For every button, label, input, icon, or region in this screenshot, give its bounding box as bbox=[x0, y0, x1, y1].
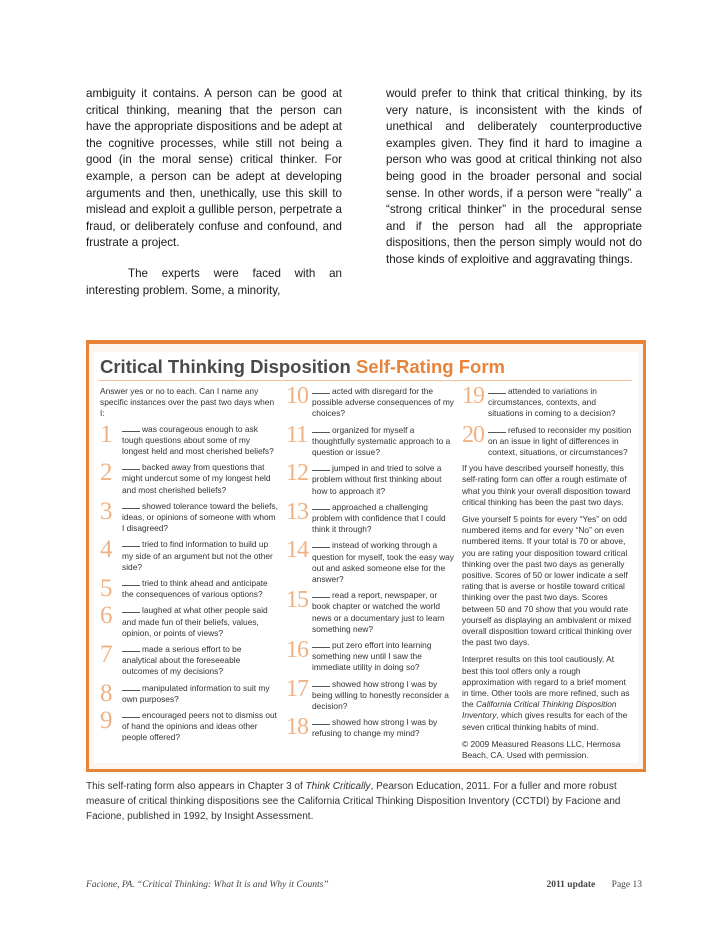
answer-blank[interactable] bbox=[122, 462, 140, 470]
body-right-column bbox=[386, 86, 642, 269]
item-text: put zero effort into learning something new until I saw the immediate utility in doing so? bbox=[312, 640, 432, 673]
item-text: organized for myself a thoughtfully systematic approach to a question or issue? bbox=[312, 424, 451, 458]
form-item bbox=[286, 498, 454, 536]
answer-blank[interactable] bbox=[312, 386, 330, 394]
item-text: tried to find information to build up my side of an argument but not the other side? bbox=[122, 539, 273, 572]
item-text: showed how strong I was by refusing to change my mind? bbox=[312, 717, 438, 739]
item-number: 6 bbox=[100, 602, 113, 630]
answer-blank[interactable] bbox=[122, 683, 140, 691]
form-column-3 bbox=[462, 383, 632, 767]
answer-blank[interactable] bbox=[488, 386, 506, 394]
item-number: 5 bbox=[100, 575, 113, 603]
item-text: approached a challenging problem with confidence that I could think it through? bbox=[312, 501, 446, 535]
book-title: Think Critically bbox=[305, 781, 371, 792]
item-text: laughed at what other people said and made fun of their beliefs, values, opinion, or points of views? bbox=[122, 605, 268, 638]
item-number: 17 bbox=[286, 675, 308, 702]
answer-blank[interactable] bbox=[122, 644, 140, 652]
answer-blank[interactable] bbox=[312, 463, 330, 471]
item-number: 20 bbox=[462, 421, 484, 448]
item-text: manipulated information to suit my own purposes? bbox=[122, 682, 270, 704]
page-number: Page 13 bbox=[611, 880, 642, 890]
form-column-2 bbox=[286, 383, 454, 745]
item-number: 18 bbox=[286, 714, 308, 741]
form-title bbox=[100, 356, 505, 378]
form-item bbox=[100, 459, 278, 496]
form-item bbox=[100, 497, 278, 535]
form-title-main: Critical Thinking Disposition bbox=[100, 356, 351, 377]
footer-update: 2011 update bbox=[546, 880, 596, 890]
form-item bbox=[100, 420, 278, 458]
interpretation-note: Interpret results on this tool cautiously. At best this tool offers only a rough approximation with regard to a brief moment in time. Other tools are more refined, such as the California Critical Thinking Disposition Inventory, which gives results for each of the seven critical thinking habits of mind. bbox=[462, 654, 630, 732]
answer-blank[interactable] bbox=[312, 590, 330, 598]
body-paragraph: ambiguity it contains. A person can be good at critical thinking, meaning that the person can have the appropriate dispositions and be adept at the cognitive processes, while still not being a good (in the moral sense) critical thinker. For example, a person can be adept at developing arguments and then, unethically, use this skill to mislead and exploit a gullible person, perpetrate a fraud, or deliberately confuse and confound, and frustrate a project. bbox=[86, 87, 342, 250]
form-item bbox=[100, 602, 278, 639]
copyright-note: © 2009 Measured Reasons LLC, Hermosa Beach, CA. Used with permission. bbox=[462, 738, 621, 761]
form-item bbox=[100, 536, 278, 573]
form-item bbox=[286, 460, 454, 497]
form-item-list bbox=[286, 383, 454, 741]
item-text: acted with disregard for the possible adverse consequences of my choices? bbox=[312, 386, 454, 419]
item-text: read a report, newspaper, or book chapter or watched the world news or a documentary just to learn something new? bbox=[312, 590, 445, 634]
form-item bbox=[462, 383, 632, 420]
item-number: 19 bbox=[462, 383, 484, 409]
answer-blank[interactable] bbox=[312, 540, 330, 548]
item-number: 15 bbox=[286, 587, 308, 614]
form-item bbox=[286, 714, 454, 741]
self-rating-form-figure bbox=[86, 340, 646, 772]
footer-citation: Facione, PA. “Critical Thinking: What It is and Why it Counts” bbox=[86, 880, 329, 890]
form-item bbox=[286, 383, 454, 420]
answer-blank[interactable] bbox=[122, 539, 140, 547]
item-text: instead of working through a question for myself, took the easy way out and asked someone else for the answer? bbox=[312, 540, 454, 585]
form-item bbox=[100, 641, 278, 678]
form-column-1 bbox=[100, 386, 278, 749]
item-text: made a serious effort to be analytical about the foreseeable outcomes of my decisions? bbox=[122, 644, 242, 677]
item-number: 10 bbox=[286, 383, 308, 409]
form-item bbox=[100, 679, 278, 707]
answer-blank[interactable] bbox=[122, 424, 140, 432]
form-item bbox=[286, 421, 454, 459]
item-text: was courageous enough to ask tough questions about some of my longest held and most cherished beliefs? bbox=[122, 423, 274, 457]
item-number: 9 bbox=[100, 707, 113, 735]
form-intro: Answer yes or no to each. Can I name any specific instances over the past two days when I: bbox=[100, 386, 275, 419]
form-item bbox=[100, 575, 278, 603]
answer-blank[interactable] bbox=[122, 501, 140, 509]
item-number: 2 bbox=[100, 459, 113, 487]
item-text: refused to reconsider my position on an issue in light of differences in context, situations, or circumstances? bbox=[488, 424, 632, 458]
body-paragraph: The experts were faced with an interesting problem. Some, a minority, bbox=[86, 266, 342, 297]
answer-blank[interactable] bbox=[312, 679, 330, 687]
answer-blank[interactable] bbox=[312, 502, 330, 510]
item-number: 4 bbox=[100, 536, 113, 564]
answer-blank[interactable] bbox=[122, 710, 140, 718]
item-text: backed away from questions that might undercut some of my longest held and most cherished beliefs? bbox=[122, 462, 271, 495]
form-panel bbox=[94, 352, 638, 763]
item-number: 1 bbox=[100, 420, 113, 448]
body-left-column bbox=[86, 86, 342, 299]
answer-blank[interactable] bbox=[312, 717, 330, 725]
form-item bbox=[286, 675, 454, 713]
title-divider bbox=[98, 380, 632, 381]
decorative-dots bbox=[94, 340, 154, 344]
form-item bbox=[462, 421, 632, 459]
cctdi-title: California Critical Thinking Disposition Inventory bbox=[462, 699, 617, 721]
item-text: showed how strong I was by being willing to honestly reconsider a decision? bbox=[312, 678, 449, 712]
item-number: 7 bbox=[100, 641, 113, 669]
form-item-list bbox=[462, 383, 632, 458]
item-text: encouraged peers not to dismiss out of hand the opinions and ideas other people offered? bbox=[122, 710, 278, 743]
figure-caption: This self-rating form also appears in Chapter 3 of Think Critically, Pearson Education, 2011. For a fuller and more robust measure of critical thinking dispositions see the California Critical Thinking Disposition Inventory (CCTDI) by Facione and Facione, published in 1992, by Insight Assessment. bbox=[86, 781, 621, 822]
item-text: showed tolerance toward the beliefs, ideas, or opinions of someone with whom I disagreed? bbox=[122, 500, 278, 534]
item-text: attended to variations in circumstances, contexts, and situations in coming to a decision? bbox=[488, 386, 616, 419]
footer-right bbox=[546, 880, 642, 890]
answer-blank[interactable] bbox=[122, 578, 140, 586]
item-text: jumped in and tried to solve a problem without first thinking about how to approach it? bbox=[312, 463, 442, 496]
scoring-intro: If you have described yourself honestly, this self-rating form can offer a rough estimate of what you think your overall disposition toward critical thinking has been the past two days. bbox=[462, 463, 631, 507]
answer-blank[interactable] bbox=[312, 425, 330, 433]
body-paragraph: would prefer to think that critical thinking, by its very nature, is inconsistent with the kinds of unethical and deliberately counterproductive examples given. They find it hard to imagine a person who was good at critical thinking not also being good in the broader personal and social sense. In other words, if a person were “really” a “strong critical thinker” in the procedural sense and if the person had all the appropriate dispositions, then the person simply would not do those kinds of exploitive and aggravating things. bbox=[386, 87, 642, 266]
item-number: 12 bbox=[286, 460, 308, 487]
scoring-instructions: Give yourself 5 points for every “Yes” on odd numbered items and for every “No” on even numbered items. If your total is 70 or above, you are rating your disposition toward critical thinking over the past two days as generally positive. Scores of 50 or lower indicate a self rating that is averse or hostile toward critical thinking over the past two days. Scores between 50 and 70 show that you would rate yourself as displaying an ambivalent or mixed overall disposition toward critical thinking over the past two days. bbox=[462, 514, 632, 648]
item-number: 11 bbox=[286, 421, 308, 448]
form-item bbox=[100, 707, 278, 744]
answer-blank[interactable] bbox=[312, 640, 330, 648]
answer-blank[interactable] bbox=[488, 425, 506, 433]
item-text: tried to think ahead and anticipate the consequences of various options? bbox=[122, 578, 268, 600]
item-number: 8 bbox=[100, 679, 113, 707]
item-number: 3 bbox=[100, 497, 113, 525]
form-item-list bbox=[100, 420, 278, 744]
form-item bbox=[286, 537, 454, 585]
item-number: 14 bbox=[286, 537, 308, 564]
form-item bbox=[286, 587, 454, 635]
form-item bbox=[286, 637, 454, 674]
item-number: 16 bbox=[286, 637, 308, 664]
answer-blank[interactable] bbox=[122, 605, 140, 613]
form-title-accent: Self-Rating Form bbox=[355, 356, 505, 377]
item-number: 13 bbox=[286, 498, 308, 525]
